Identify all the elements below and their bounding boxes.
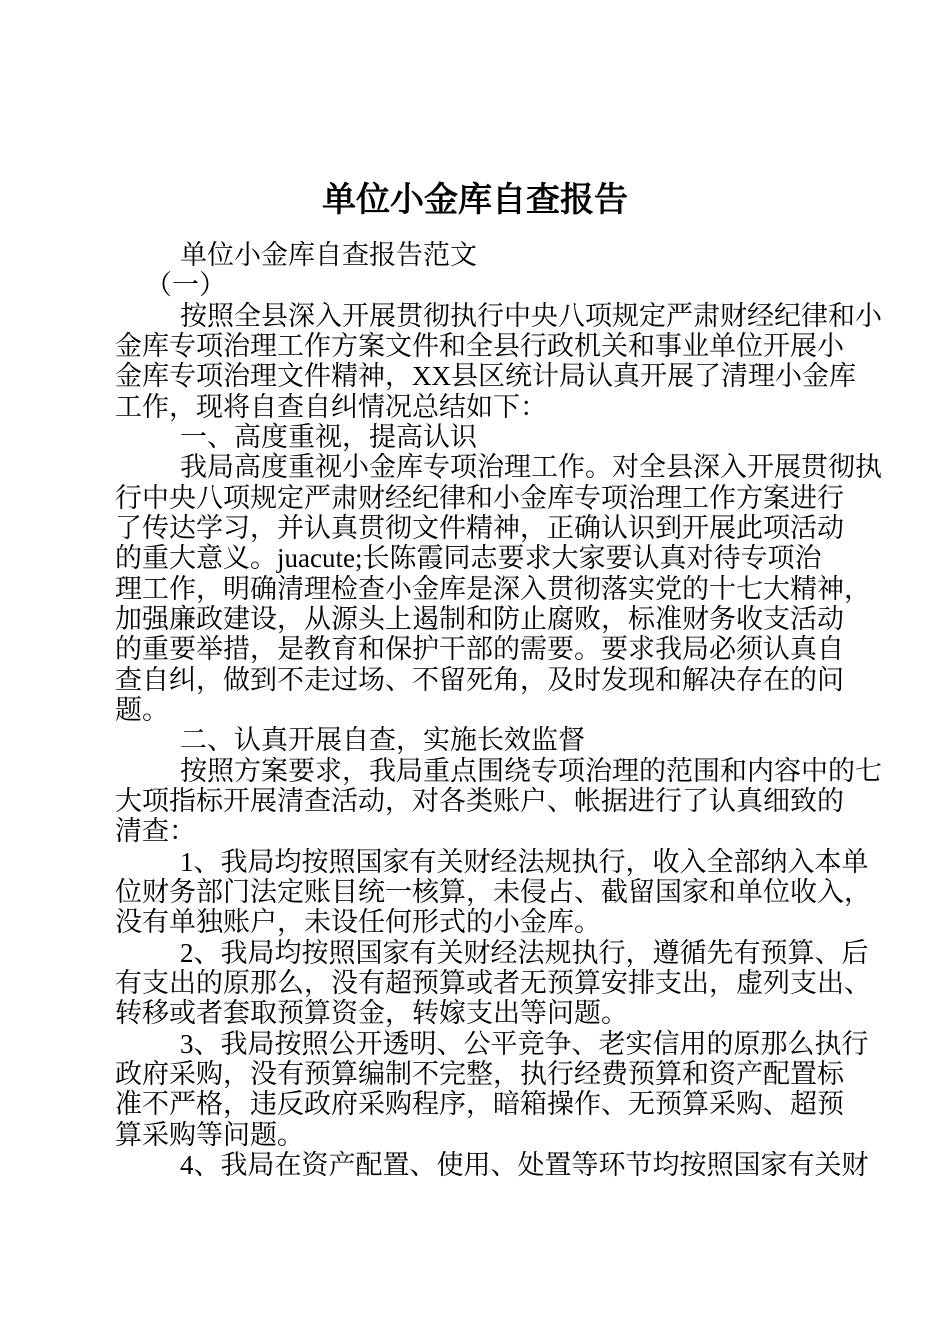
text-line: 金库专项治理文件精神，XX县区统计局认真开展了清理小金库 (115, 361, 856, 392)
text-line: 我局高度重视小金库专项治理工作。对全县深入开展贯彻执 (180, 452, 882, 483)
text-line: 没有单独账户，未设任何形式的小金库。 (115, 907, 601, 938)
text-line: 3、我局按照公开透明、公平竞争、老实信用的原那么执行 (180, 1028, 869, 1059)
text-line: 有支出的原那么，没有超预算或者无预算安排支出，虚列支出、 (115, 967, 871, 998)
text-line: 题。 (115, 694, 169, 725)
text-line: 的重要举措，是教育和保护干部的需要。要求我局必须认真自 (115, 634, 844, 665)
text-line: 按照方案要求，我局重点围绕专项治理的范围和内容中的七 (180, 755, 882, 786)
text-line: 按照全县深入开展贯彻执行中央八项规定严肃财经纪律和小 (180, 300, 882, 331)
text-line: 2、我局均按照国家有关财经法规执行，遵循先有预算、后 (180, 937, 869, 968)
text-line: 查自纠，做到不走过场、不留死角，及时发现和解决存在的问 (115, 664, 844, 695)
text-line: 了传达学习，并认真贯彻文件精神，正确认识到开展此项活动 (115, 512, 844, 543)
text-line: 单位小金库自查报告范文 (180, 240, 477, 270)
text-line: 的重大意义。juacute;长陈霞同志要求大家要认真对待专项治 (115, 543, 822, 574)
text-line: （一） (145, 270, 226, 301)
text-line: 4、我局在资产配置、使用、处置等环节均按照国家有关财 (180, 1149, 869, 1180)
document-body (115, 240, 882, 1180)
document-title: 单位小金库自查报告 (322, 182, 628, 219)
text-line: 准不严格，违反政府采购程序，暗箱操作、无预算采购、超预 (115, 1089, 844, 1120)
text-line: 二、认真开展自查，实施长效监督 (180, 725, 585, 756)
text-line: 大项指标开展清查活动，对各类账户、帐据进行了认真细致的 (115, 785, 844, 816)
text-line: 行中央八项规定严肃财经纪律和小金库专项治理工作方案进行 (115, 482, 844, 513)
text-line: 转移或者套取预算资金，转嫁支出等问题。 (115, 998, 628, 1029)
text-line: 金库专项治理工作方案文件和全县行政机关和事业单位开展小 (115, 330, 844, 361)
text-line: 1、我局均按照国家有关财经法规执行，收入全部纳入本单 (180, 846, 869, 877)
text-line: 一、高度重视，提高认识 (180, 421, 477, 452)
text-line: 工作，现将自查自纠情况总结如下： (115, 391, 547, 422)
text-line: 加强廉政建设，从源头上遏制和防止腐败，标准财务收支活动 (115, 603, 844, 634)
text-line: 位财务部门法定账目统一核算，未侵占、截留国家和单位收入， (115, 876, 871, 907)
text-line: 政府采购，没有预算编制不完整，执行经费预算和资产配置标 (115, 1058, 844, 1089)
text-line: 理工作，明确清理检查小金库是深入贯彻落实党的十七大精神， (115, 573, 871, 604)
text-line: 算采购等问题。 (115, 1119, 304, 1150)
text-line: 清查： (115, 816, 196, 847)
